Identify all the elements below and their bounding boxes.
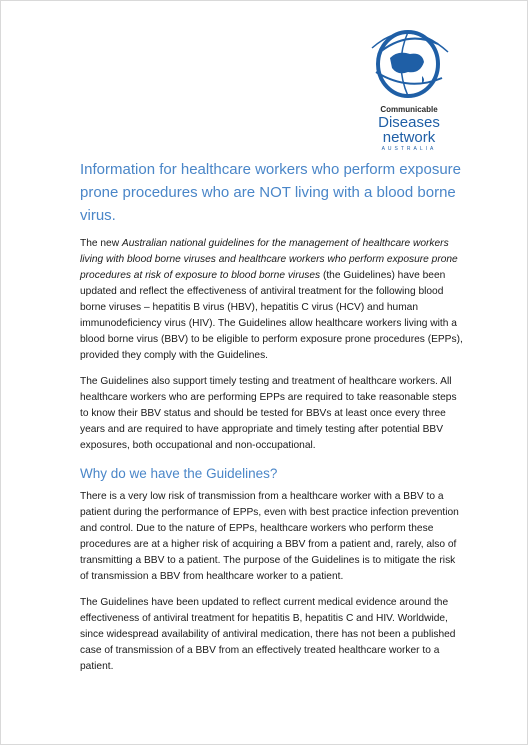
globe-icon xyxy=(364,22,454,106)
testing-paragraph: The Guidelines also support timely testing and treatment of healthcare workers. All healthcare workers who are performing EPPs are required to take reasonable steps to know their BBV status and should be tested for BBVs at least once every three years and are required to have appropriate and timely testing after potential BBV exposures, both occupational and non-occupational. xyxy=(80,376,457,451)
intro-suffix: (the Guidelines) have been updated and reflect the effectiveness of antiviral treatment for the following blood borne viruses – hepatitis B virus (HBV), hepatitis C virus (HCV) and human immunodeficiency virus (HIV). The Guidelines allow healthcare workers living with a blood borne virus (BBV) to be eligible to perform exposure prone procedures (EPPs), provided they comply with the Guidelines. xyxy=(80,270,463,361)
page-title: Information for healthcare workers who perform exposure prone procedures who are NOT living with a blood borne virus. xyxy=(80,161,462,224)
cdna-logo xyxy=(364,22,454,154)
intro-prefix: The new xyxy=(80,238,122,249)
guidelines-title-italic: Australian national guidelines for the management of healthcare workers living with blood borne viruses and healthcare workers who perform exposure prone procedures at risk of exposure to blood borne viruses xyxy=(80,238,458,281)
logo-line-diseases: Diseases xyxy=(378,114,440,131)
intro-paragraph xyxy=(80,236,464,364)
logo-line-network: network xyxy=(382,129,436,146)
logo-text xyxy=(364,106,454,152)
risk-paragraph: There is a very low risk of transmission from a healthcare worker with a BBV to a patient during the performance of EPPs, even with best practice infection prevention and control. Due to the nature of EPPs, healthcare workers who perform these procedures are at a higher risk of acquiring a BBV from a patient and, rarely, also of transmitting a BBV to a patient. The purpose of the Guidelines is to mitigate the risk of transmission a BBV from healthcare worker to a patient. xyxy=(80,491,459,582)
logo-line-australia: AUSTRALIA xyxy=(381,146,437,152)
section-heading-why: Why do we have the Guidelines? xyxy=(80,466,278,481)
logo-line-communicable: Communicable xyxy=(380,105,438,114)
document-body xyxy=(80,158,464,685)
evidence-paragraph: The Guidelines have been updated to reflect current medical evidence around the effectiveness of antiviral treatment for hepatitis B, hepatitis C and HIV. Worldwide, since widespread availability of antiviral medication, there has not been a published case of transmission of a BBV from an effectively treated healthcare worker to a patient. xyxy=(80,597,456,672)
